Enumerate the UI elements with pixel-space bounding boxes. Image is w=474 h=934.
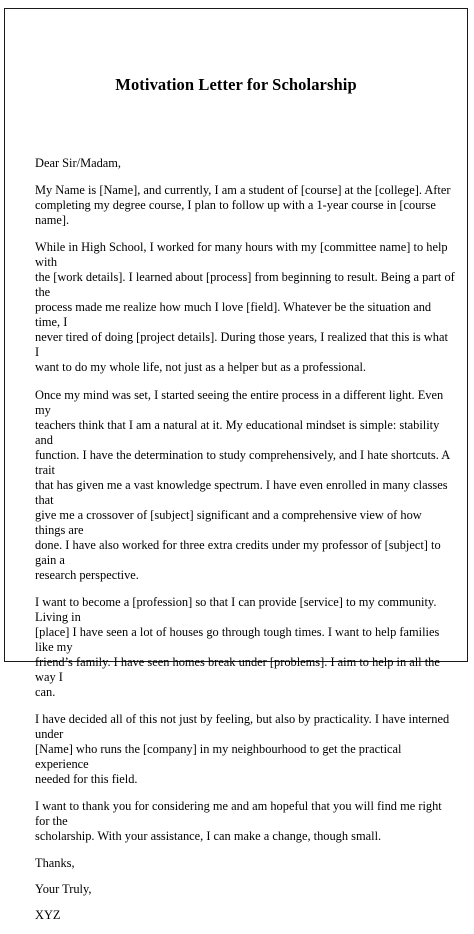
- paragraph-profession: I want to become a [profession] so that I can provide [service] to my community. Living in [place] I have seen a lot of houses go through tough times. I want to help families like my friend’s family. I have seen homes break under [problems]. I aim to help in all the way I can.: [35, 594, 440, 699]
- paragraph-mindset: Once my mind was set, I started seeing the entire process in a different light. Even my teachers think that I am a natural at it. My educational mindset is simple: stability and function. I have the determination to study comprehensively, and I hate shortcuts. A trait that has given me a vast knowledge spectrum. I have even enrolled in many classes that give me a crossover of [subject] significant and a comprehensive view of how things are done. I have also worked for three extra credits under my professor of [subject] to gain a research perspective.: [35, 387, 450, 582]
- salutation: Dear Sir/Madam,: [35, 156, 122, 170]
- thanks-line: Thanks,: [35, 856, 75, 871]
- paragraph-intro: My Name is [Name], and currently, I am a student of [course] at the [college]. After completing my degree course, I plan to follow up with a 1-year course in [course name].: [35, 183, 451, 228]
- letter-title: Motivation Letter for Scholarship: [115, 75, 357, 94]
- paragraph-thanks: I want to thank you for considering me and am hopeful that you will find me right for the scholarship. With your assistance, I can make a change, though small.: [35, 799, 442, 844]
- letter-page: [4, 8, 468, 923]
- paragraph-practicality: I have decided all of this not just by feeling, but also by practicality. I have interned under [Name] who runs the [company] in my neighbourhood to get the practical experience needed for this field.: [35, 711, 450, 786]
- signoff-line: Your Truly,: [35, 882, 92, 897]
- signature: XYZ: [35, 908, 61, 923]
- paragraph-high-school: While in High School, I worked for many hours with my [committee name] to help with the [work details]. I learned about [process] from beginning to result. Being a part of the process made me realize how much I love [field]. Whatever be the situation and time, I never tired of doing [project details]. During those years, I realized that this is what I want to do my whole life, not just as a helper but as a professional.: [35, 240, 455, 375]
- letter-body: [35, 156, 455, 934]
